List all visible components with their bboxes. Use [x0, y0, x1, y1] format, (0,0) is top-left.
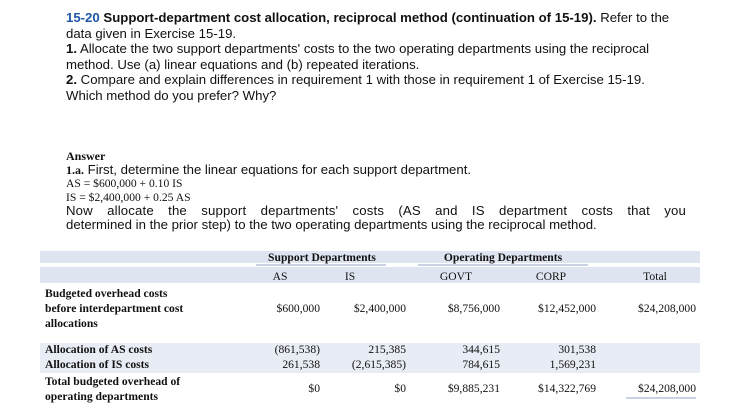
cell-corp: $14,322,769 — [538, 382, 596, 395]
column-header-total: Total — [643, 270, 667, 283]
cell-as: $600,000 — [276, 302, 320, 315]
row-label-line: operating departments — [45, 390, 159, 403]
cell-as: 261,538 — [282, 358, 320, 371]
allocation-paragraph-line-1: Now allocate the support departments' costs (AS and IS department costs that you — [66, 202, 686, 218]
column-header-is: IS — [344, 270, 356, 283]
step-label: 1.a. — [66, 163, 84, 178]
cell-is: $0 — [394, 382, 406, 395]
row-label-line: before interdepartment cost — [45, 302, 184, 315]
total-underline — [626, 397, 696, 399]
cell-corp: 1,569,231 — [549, 358, 596, 371]
header-band-bottom — [40, 267, 700, 283]
step-text: First, determine the linear equations for each support department. — [87, 162, 472, 178]
row-label-line: Total budgeted overhead of — [45, 375, 181, 388]
answer-heading: Answer — [66, 149, 106, 163]
requirement-1 — [66, 41, 686, 72]
requirement-2 — [66, 72, 686, 88]
operating-header-rule — [418, 264, 588, 266]
requirement-1-number: 1. — [66, 41, 77, 57]
column-header-corp: CORP — [535, 270, 567, 283]
requirement-2-text: Compare and explain differences in requirement 1 with those in requirement 1 of Exercise 15-19. — [80, 72, 645, 88]
header-support-departments: Support Departments — [268, 251, 376, 264]
row-label-line: allocations — [45, 317, 98, 330]
column-header-as: AS — [272, 270, 288, 283]
cell-is: $2,400,000 — [353, 302, 406, 315]
equation-is: IS = $2,400,000 + 0.25 AS — [66, 190, 191, 204]
problem-intro: Refer to the data given in Exercise 15-19. — [66, 10, 670, 41]
problem-heading — [66, 10, 686, 41]
cell-total: $24,208,000 — [638, 382, 696, 395]
requirement-2-number: 2. — [66, 72, 77, 88]
problem-title: Support-department cost allocation, reciprocal method (continuation of 15-19). — [103, 10, 597, 25]
cell-as: (861,538) — [274, 343, 320, 356]
problem-question: Which method do you prefer? Why? — [66, 87, 277, 103]
cell-as: $0 — [308, 382, 320, 395]
cell-govt: 344,615 — [462, 343, 500, 356]
equation-as: AS = $600,000 + 0.10 IS — [66, 177, 183, 191]
cell-govt: $8,756,000 — [447, 302, 500, 315]
column-header-govt: GOVT — [439, 270, 473, 283]
problem-number: 15-20 — [66, 10, 100, 25]
cell-is: 215,385 — [368, 343, 406, 356]
support-header-rule — [256, 264, 386, 266]
row-label-line: Budgeted overhead costs — [45, 287, 168, 300]
allocation-paragraph-line-2: determined in the prior step) to the two operating departments using the reciprocal method. — [66, 216, 597, 232]
row-label-line: Allocation of IS costs — [45, 358, 150, 371]
header-operating-departments: Operating Departments — [443, 251, 563, 264]
row-label-line: Allocation of AS costs — [45, 343, 153, 356]
answer-section — [66, 150, 686, 232]
cell-corp: $12,452,000 — [538, 302, 596, 315]
requirement-1-text: Allocate the two support departments' costs to the two operating departments using the reciprocal method. Use (a) linear equations and (b) repeated iterations. — [66, 41, 650, 72]
cell-is: (2,615,385) — [351, 358, 406, 371]
cell-govt: $9,885,231 — [447, 382, 500, 395]
cell-govt: 784,615 — [462, 358, 500, 371]
cell-corp: 301,538 — [558, 343, 596, 356]
answer-step-1a — [66, 163, 686, 177]
cell-total: $24,208,000 — [638, 302, 696, 315]
problem-statement — [66, 10, 686, 104]
